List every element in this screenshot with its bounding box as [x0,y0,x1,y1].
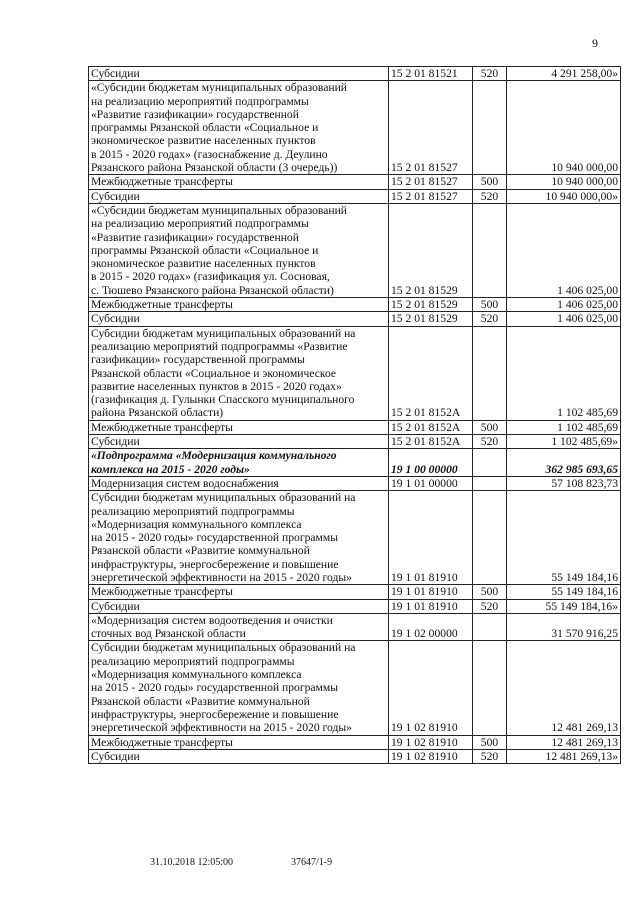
row-code-cell: 15 2 01 81521 [389,67,473,81]
row-sum-cell: 55 149 184,16 [507,585,621,599]
row-code-cell: 15 2 01 81529 [389,298,473,312]
table-row [89,312,621,326]
row-type-cell: 500 [473,420,507,434]
table-row [89,67,621,81]
table-row [89,749,621,763]
row-name-cell: Модернизация систем водоснабжения [89,476,389,490]
table-row [89,81,621,175]
row-name-cell: «Модернизация систем водоотведения и очистки сточных вод Рязанской области [89,613,389,641]
budget-table [88,66,621,764]
row-name-cell: Межбюджетные трансферты [89,175,389,189]
row-code-cell: 19 1 01 81910 [389,585,473,599]
row-sum-cell: 4 291 258,00» [507,67,621,81]
table-row [89,298,621,312]
row-sum-cell: 31 570 916,25 [507,613,621,641]
row-name-cell: Межбюджетные трансферты [89,735,389,749]
row-name-cell: Субсидии [89,599,389,613]
row-name-cell: Межбюджетные трансферты [89,420,389,434]
row-type-cell [473,81,507,175]
row-code-cell: 19 1 02 00000 [389,613,473,641]
row-type-cell [473,449,507,477]
row-sum-cell: 10 940 000,00 [507,81,621,175]
row-name-cell: Субсидии бюджетам муниципальных образований на реализацию мероприятий подпрограммы «Модернизация коммунального комплекса на 2015 - 2020 годы» государственной программы Рязанской области «Развитие коммунальной инфраструктуры, энергосбережение и повышение энергетической эффективности на 2015 - 2020 годы» [89,491,389,585]
row-type-cell [473,326,507,420]
row-name-cell: Субсидии [89,312,389,326]
row-name-cell: Субсидии [89,749,389,763]
row-type-cell: 520 [473,749,507,763]
row-sum-cell: 57 108 823,73 [507,476,621,490]
row-code-cell: 19 1 00 00000 [389,449,473,477]
table-row [89,420,621,434]
row-type-cell: 500 [473,175,507,189]
table-row [89,735,621,749]
row-code-cell: 19 1 01 00000 [389,476,473,490]
row-code-cell: 15 2 01 81529 [389,203,473,297]
table-row [89,641,621,735]
row-name-cell: Межбюджетные трансферты [89,585,389,599]
row-name-cell: Субсидии [89,189,389,203]
row-code-cell: 15 2 01 81527 [389,81,473,175]
row-type-cell: 500 [473,298,507,312]
row-type-cell: 500 [473,735,507,749]
row-sum-cell: 1 406 025,00 [507,312,621,326]
row-name-cell: «Подпрограмма «Модернизация коммунального комплекса на 2015 - 2020 годы» [89,449,389,477]
row-code-cell: 15 2 01 8152А [389,420,473,434]
row-code-cell: 19 1 02 81910 [389,749,473,763]
footer-doc-number: 37647/1-9 [291,857,333,868]
row-sum-cell: 1 406 025,00 [507,298,621,312]
row-name-cell: Субсидии [89,67,389,81]
table-row [89,435,621,449]
row-code-cell: 15 2 01 8152А [389,435,473,449]
row-name-cell: «Субсидии бюджетам муниципальных образований на реализацию мероприятий подпрограммы «Развитие газификации» государственной программы Рязанской области «Социальное и экономическое развитие населенных пунктов в 2015 - 2020 годах» (газификация ул. Сосновая, с. Тюшево Рязанского района Рязанской области) [89,203,389,297]
row-code-cell: 15 2 01 81527 [389,175,473,189]
row-type-cell [473,476,507,490]
page-number: 9 [592,36,598,50]
row-code-cell: 19 1 02 81910 [389,735,473,749]
table-row [89,613,621,641]
row-name-cell: «Субсидии бюджетам муниципальных образований на реализацию мероприятий подпрограммы «Развитие газификации» государственной программы Рязанской области «Социальное и экономическое развитие населенных пунктов в 2015 - 2020 годах» (газоснабжение д. Деулино Рязанского района Рязанской области (3 очередь)) [89,81,389,175]
table-row [89,585,621,599]
row-sum-cell: 1 102 485,69 [507,420,621,434]
row-sum-cell: 1 406 025,00 [507,203,621,297]
row-type-cell [473,641,507,735]
row-name-cell: Межбюджетные трансферты [89,298,389,312]
row-name-cell: Субсидии бюджетам муниципальных образований на реализацию мероприятий подпрограммы «Модернизация коммунального комплекса на 2015 - 2020 годы» государственной программы Рязанской области «Развитие коммунальной инфраструктуры, энергосбережение и повышение энергетической эффективности на 2015 - 2020 годы» [89,641,389,735]
row-type-cell: 520 [473,189,507,203]
row-sum-cell: 362 985 693,65 [507,449,621,477]
row-type-cell: 520 [473,599,507,613]
table-row [89,491,621,585]
table-row [89,476,621,490]
row-sum-cell: 10 940 000,00» [507,189,621,203]
row-type-cell: 500 [473,585,507,599]
table-row [89,203,621,297]
row-code-cell: 19 1 01 81910 [389,491,473,585]
row-type-cell: 520 [473,67,507,81]
row-type-cell [473,203,507,297]
row-name-cell: Субсидии бюджетам муниципальных образований на реализацию мероприятий подпрограммы «Развитие газификации» государственной программы Рязанской области «Социальное и экономическое развитие населенных пунктов в 2015 - 2020 годах» (газификация д. Гулынки Спасского муниципального района Рязанской области) [89,326,389,420]
row-sum-cell: 10 940 000,00 [507,175,621,189]
row-code-cell: 15 2 01 8152А [389,326,473,420]
table-row [89,189,621,203]
row-code-cell: 15 2 01 81529 [389,312,473,326]
row-code-cell: 15 2 01 81527 [389,189,473,203]
row-type-cell [473,491,507,585]
row-sum-cell: 55 149 184,16 [507,491,621,585]
row-sum-cell: 12 481 269,13 [507,641,621,735]
row-code-cell: 19 1 01 81910 [389,599,473,613]
table-row [89,449,621,477]
row-sum-cell: 1 102 485,69 [507,326,621,420]
row-sum-cell: 1 102 485,69» [507,435,621,449]
row-code-cell: 19 1 02 81910 [389,641,473,735]
budget-table-body [89,67,621,764]
row-type-cell: 520 [473,435,507,449]
table-row [89,175,621,189]
row-type-cell [473,613,507,641]
row-name-cell: Субсидии [89,435,389,449]
table-row [89,599,621,613]
row-sum-cell: 12 481 269,13 [507,735,621,749]
table-row [89,326,621,420]
row-sum-cell: 12 481 269,13» [507,749,621,763]
row-sum-cell: 55 149 184,16» [507,599,621,613]
row-type-cell: 520 [473,312,507,326]
footer-timestamp: 31.10.2018 12:05:00 [150,857,234,868]
